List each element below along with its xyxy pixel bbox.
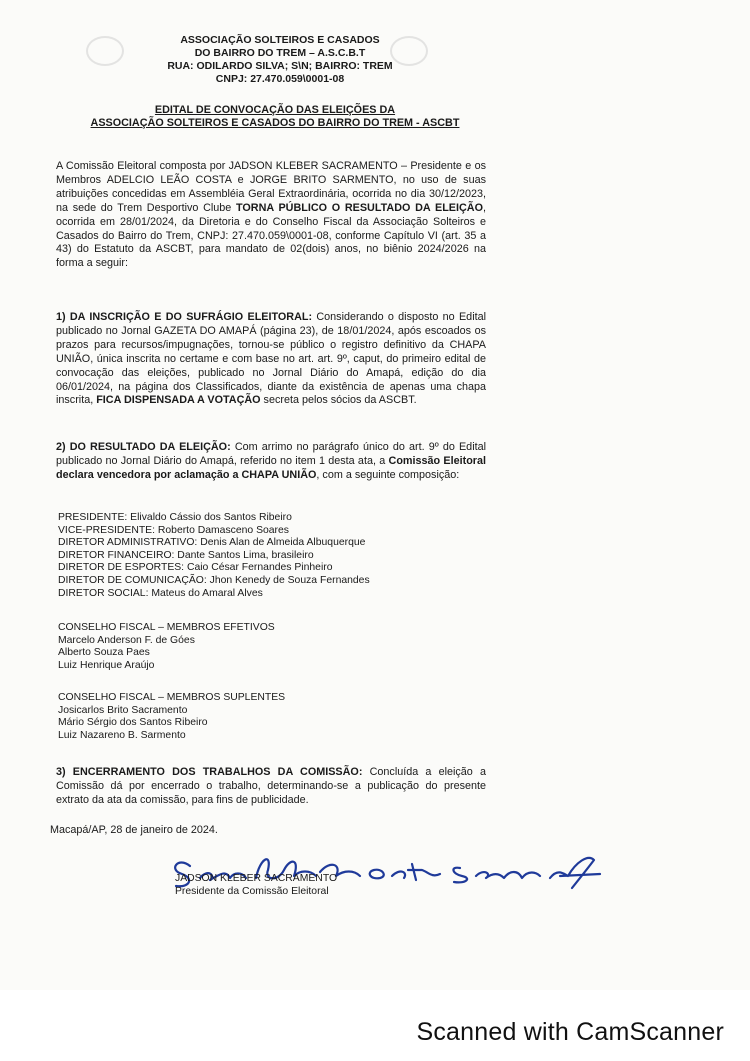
board-member: VICE-PRESIDENTE: Roberto Damasceno Soares bbox=[58, 524, 289, 536]
section-1-tail: secreta pelos sócios da ASCBT. bbox=[260, 394, 417, 407]
board-list bbox=[58, 512, 370, 600]
council-substitute-member: Mário Sérgio dos Santos Ribeiro bbox=[58, 717, 208, 729]
intro-bold: TORNA PÚBLICO O RESULTADO DA ELEIÇÃO bbox=[236, 201, 483, 214]
header-line-3: RUA: ODILARDO SILVA; S\N; BAIRRO: TREM bbox=[167, 60, 393, 72]
left-logo-icon bbox=[86, 36, 124, 66]
board-member: DIRETOR ADMINISTRATIVO: Denis Alan de Almeida Albuquerque bbox=[58, 537, 366, 549]
section-1-text: Considerando o disposto no Edital publicado no Jornal GAZETA DO AMAPÁ (página 23), de 18/01/2024, após escoados os prazos para recursos/impugnações, tornou-se público o registro definitivo da CHAPA UNIÃO, única inscrita no certame e com base no art. art. 9º, caput, do primeiro edital de convocação das eleições, publicado no Jornal Diário do Amapá, edição do dia 06/01/2024, na página dos Classificados, diante da existência de apenas uma chapa inscrita, bbox=[56, 311, 486, 407]
board-member: DIRETOR DE ESPORTES: Caio César Fernandes Pinheiro bbox=[58, 562, 333, 574]
council-effective-member: Luiz Henrique Araújo bbox=[58, 659, 155, 671]
board-member: DIRETOR FINANCEIRO: Dante Santos Lima, brasileiro bbox=[58, 549, 314, 561]
council-effective-heading: CONSELHO FISCAL – MEMBROS EFETIVOS bbox=[58, 622, 275, 633]
intro-text-1: A Comissão Eleitoral composta por JADSON KLEBER SACRAMENTO – Presidente e os Membros ADELCIO LEÃO COSTA e JORGE BRITO SARMENTO, no uso de suas atribuições concedidas em Assembléia Geral Extraordinária, ocorrida no dia 30/12/2023, na sede do Trem Desportivo Clube bbox=[56, 160, 486, 214]
place-date: Macapá/AP, 28 de janeiro de 2024. bbox=[50, 824, 218, 836]
signer-name: JADSON KLEBER SACRAMENTO bbox=[175, 873, 338, 884]
section-1-bold: FICA DISPENSADA A VOTAÇÃO bbox=[96, 394, 261, 407]
document-title bbox=[40, 104, 510, 130]
signer-role: Presidente da Comissão Eleitoral bbox=[175, 886, 329, 897]
header-line-1: ASSOCIAÇÃO SOLTEIROS E CASADOS bbox=[180, 34, 380, 46]
intro-text-2: , ocorrida em 28/01/2024, da Diretoria e do Conselho Fiscal da Associação Solteiros e Casados do Bairro do Trem, CNPJ: 27.470.059\0001-08, conforme Capítulo VI (art. 35 a 43) do Estatuto da ASCBT, para mandato de 02(dois) anos, no biênio 2024/2026 na forma a seguir: bbox=[56, 201, 486, 270]
council-effective-member: Marcelo Anderson F. de Góes bbox=[58, 634, 195, 646]
council-substitute-member: Luiz Nazareno B. Sarmento bbox=[58, 729, 186, 741]
title-line-1: EDITAL DE CONVOCAÇÃO DAS ELEIÇÕES DA bbox=[154, 104, 396, 116]
section-1-paragraph bbox=[56, 311, 486, 408]
section-1-heading: 1) DA INSCRIÇÃO E DO SUFRÁGIO ELEITORAL: bbox=[56, 311, 313, 323]
board-member: PRESIDENTE: Elivaldo Cássio dos Santos Ribeiro bbox=[58, 512, 292, 523]
title-line-2: ASSOCIAÇÃO SOLTEIROS E CASADOS DO BAIRRO DO TREM - ASCBT bbox=[90, 117, 460, 129]
council-substitute-member: Josicarlos Brito Sacramento bbox=[58, 704, 188, 716]
association-header bbox=[130, 34, 430, 86]
section-2-tail: , com a seguinte composição: bbox=[316, 468, 460, 481]
section-3-text: Concluída a eleição a Comissão dá por encerrado o trabalho, determinando-se a publicação do presente extrato da ata da comissão, para fins de publicidade. bbox=[56, 766, 487, 806]
header-line-4: CNPJ: 27.470.059\0001-08 bbox=[215, 73, 345, 85]
section-3-paragraph bbox=[56, 766, 486, 808]
section-2-paragraph bbox=[56, 441, 486, 483]
intro-paragraph bbox=[56, 160, 486, 271]
section-2-bold: Comissão Eleitoral declara vencedora por aclamação a CHAPA UNIÃO bbox=[56, 454, 486, 481]
council-substitute-list bbox=[58, 692, 285, 742]
council-effective-list bbox=[58, 622, 275, 672]
header-line-2: DO BAIRRO DO TREM – A.S.C.B.T bbox=[194, 47, 366, 59]
section-3-heading: 3) ENCERRAMENTO DOS TRABALHOS DA COMISSÃO: bbox=[56, 766, 363, 778]
council-substitute-heading: CONSELHO FISCAL – MEMBROS SUPLENTES bbox=[58, 692, 286, 703]
section-2-text: Com arrimo no parágrafo único do art. 9º do Edital publicado no Jornal Diário do Amapá, referido no item 1 desta ata, a bbox=[56, 441, 486, 467]
board-member: DIRETOR DE COMUNICAÇÃO: Jhon Kenedy de Souza Fernandes bbox=[58, 574, 370, 586]
signer-block bbox=[175, 872, 337, 898]
camscanner-watermark: Scanned with CamScanner bbox=[416, 1018, 724, 1046]
section-2-heading: 2) DO RESULTADO DA ELEIÇÃO: bbox=[56, 441, 231, 453]
council-effective-member: Alberto Souza Paes bbox=[58, 647, 150, 659]
board-member: DIRETOR SOCIAL: Mateus do Amaral Alves bbox=[58, 587, 263, 599]
